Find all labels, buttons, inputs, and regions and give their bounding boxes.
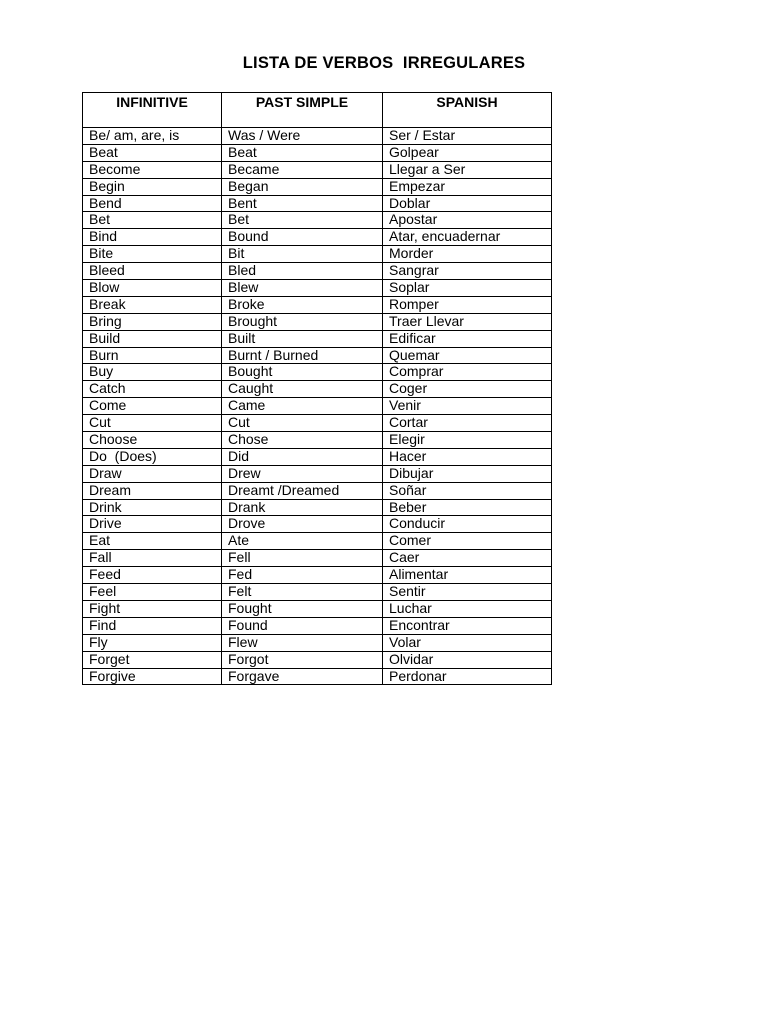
past-simple-cell: Was / Were [222, 128, 383, 145]
infinitive-cell: Find [83, 617, 222, 634]
table-row [83, 617, 552, 634]
past-simple-cell: Fell [222, 550, 383, 567]
table-row [83, 448, 552, 465]
infinitive-cell: Catch [83, 381, 222, 398]
past-simple-cell: Ate [222, 533, 383, 550]
spanish-cell: Caer [383, 550, 552, 567]
past-simple-cell: Bet [222, 212, 383, 229]
table-row [83, 516, 552, 533]
past-simple-cell: Burnt / Burned [222, 347, 383, 364]
past-simple-cell: Felt [222, 584, 383, 601]
table-row [83, 330, 552, 347]
header-infinitive: INFINITIVE [83, 93, 222, 128]
infinitive-cell: Buy [83, 364, 222, 381]
header-past-simple: PAST SIMPLE [222, 93, 383, 128]
spanish-cell: Coger [383, 381, 552, 398]
table-row [83, 415, 552, 432]
spanish-cell: Doblar [383, 195, 552, 212]
spanish-cell: Venir [383, 398, 552, 415]
table-row [83, 364, 552, 381]
past-simple-cell: Chose [222, 432, 383, 449]
infinitive-cell: Eat [83, 533, 222, 550]
table-row [83, 381, 552, 398]
spanish-cell: Luchar [383, 600, 552, 617]
infinitive-cell: Do (Does) [83, 448, 222, 465]
past-simple-cell: Drank [222, 499, 383, 516]
spanish-cell: Comprar [383, 364, 552, 381]
past-simple-cell: Fought [222, 600, 383, 617]
table-row [83, 161, 552, 178]
table-header [83, 93, 552, 128]
infinitive-cell: Forgive [83, 668, 222, 685]
infinitive-cell: Bind [83, 229, 222, 246]
past-simple-cell: Blew [222, 280, 383, 297]
infinitive-cell: Begin [83, 178, 222, 195]
table-row [83, 195, 552, 212]
infinitive-cell: Bet [83, 212, 222, 229]
spanish-cell: Soplar [383, 280, 552, 297]
past-simple-cell: Forgave [222, 668, 383, 685]
spanish-cell: Romper [383, 296, 552, 313]
table-row [83, 144, 552, 161]
infinitive-cell: Beat [83, 144, 222, 161]
past-simple-cell: Drove [222, 516, 383, 533]
infinitive-cell: Be/ am, are, is [83, 128, 222, 145]
table-row [83, 313, 552, 330]
spanish-cell: Encontrar [383, 617, 552, 634]
past-simple-cell: Did [222, 448, 383, 465]
past-simple-cell: Caught [222, 381, 383, 398]
table-row [83, 178, 552, 195]
infinitive-cell: Feed [83, 567, 222, 584]
infinitive-cell: Bend [83, 195, 222, 212]
header-row [83, 93, 552, 128]
table-row [83, 634, 552, 651]
infinitive-cell: Build [83, 330, 222, 347]
table-row [83, 651, 552, 668]
infinitive-cell: Dream [83, 482, 222, 499]
table-row [83, 347, 552, 364]
past-simple-cell: Broke [222, 296, 383, 313]
infinitive-cell: Burn [83, 347, 222, 364]
table-row [83, 246, 552, 263]
spanish-cell: Elegir [383, 432, 552, 449]
spanish-cell: Olvidar [383, 651, 552, 668]
past-simple-cell: Cut [222, 415, 383, 432]
table-row [83, 533, 552, 550]
past-simple-cell: Began [222, 178, 383, 195]
spanish-cell: Soñar [383, 482, 552, 499]
infinitive-cell: Bring [83, 313, 222, 330]
infinitive-cell: Become [83, 161, 222, 178]
past-simple-cell: Bit [222, 246, 383, 263]
past-simple-cell: Flew [222, 634, 383, 651]
past-simple-cell: Became [222, 161, 383, 178]
past-simple-cell: Drew [222, 465, 383, 482]
spanish-cell: Quemar [383, 347, 552, 364]
past-simple-cell: Bent [222, 195, 383, 212]
spanish-cell: Llegar a Ser [383, 161, 552, 178]
spanish-cell: Comer [383, 533, 552, 550]
infinitive-cell: Bleed [83, 263, 222, 280]
infinitive-cell: Fly [83, 634, 222, 651]
infinitive-cell: Drink [83, 499, 222, 516]
table-row [83, 296, 552, 313]
spanish-cell: Cortar [383, 415, 552, 432]
spanish-cell: Edificar [383, 330, 552, 347]
infinitive-cell: Draw [83, 465, 222, 482]
spanish-cell: Volar [383, 634, 552, 651]
infinitive-cell: Cut [83, 415, 222, 432]
infinitive-cell: Blow [83, 280, 222, 297]
table-row [83, 229, 552, 246]
spanish-cell: Sentir [383, 584, 552, 601]
spanish-cell: Apostar [383, 212, 552, 229]
table-row [83, 280, 552, 297]
infinitive-cell: Choose [83, 432, 222, 449]
table-row [83, 432, 552, 449]
past-simple-cell: Came [222, 398, 383, 415]
past-simple-cell: Beat [222, 144, 383, 161]
spanish-cell: Conducir [383, 516, 552, 533]
past-simple-cell: Fed [222, 567, 383, 584]
table-body [83, 128, 552, 685]
spanish-cell: Dibujar [383, 465, 552, 482]
table-row [83, 550, 552, 567]
past-simple-cell: Bled [222, 263, 383, 280]
spanish-cell: Ser / Estar [383, 128, 552, 145]
irregular-verbs-table [82, 92, 552, 685]
past-simple-cell: Dreamt /Dreamed [222, 482, 383, 499]
past-simple-cell: Bought [222, 364, 383, 381]
spanish-cell: Perdonar [383, 668, 552, 685]
table-row [83, 584, 552, 601]
infinitive-cell: Fight [83, 600, 222, 617]
infinitive-cell: Bite [83, 246, 222, 263]
infinitive-cell: Come [83, 398, 222, 415]
spanish-cell: Beber [383, 499, 552, 516]
table-row [83, 465, 552, 482]
table-row [83, 128, 552, 145]
spanish-cell: Sangrar [383, 263, 552, 280]
spanish-cell: Traer Llevar [383, 313, 552, 330]
table-row [83, 482, 552, 499]
infinitive-cell: Feel [83, 584, 222, 601]
past-simple-cell: Built [222, 330, 383, 347]
spanish-cell: Morder [383, 246, 552, 263]
table-row [83, 600, 552, 617]
spanish-cell: Atar, encuadernar [383, 229, 552, 246]
table-row [83, 668, 552, 685]
document-title: LISTA DE VERBOS IRREGULARES [242, 54, 526, 72]
past-simple-cell: Found [222, 617, 383, 634]
table-row [83, 567, 552, 584]
past-simple-cell: Bound [222, 229, 383, 246]
past-simple-cell: Forgot [222, 651, 383, 668]
infinitive-cell: Fall [83, 550, 222, 567]
spanish-cell: Alimentar [383, 567, 552, 584]
spanish-cell: Hacer [383, 448, 552, 465]
spanish-cell: Golpear [383, 144, 552, 161]
infinitive-cell: Forget [83, 651, 222, 668]
table-row [83, 398, 552, 415]
table-row [83, 499, 552, 516]
header-spanish: SPANISH [383, 93, 552, 128]
infinitive-cell: Drive [83, 516, 222, 533]
past-simple-cell: Brought [222, 313, 383, 330]
infinitive-cell: Break [83, 296, 222, 313]
spanish-cell: Empezar [383, 178, 552, 195]
table-row [83, 212, 552, 229]
table-row [83, 263, 552, 280]
